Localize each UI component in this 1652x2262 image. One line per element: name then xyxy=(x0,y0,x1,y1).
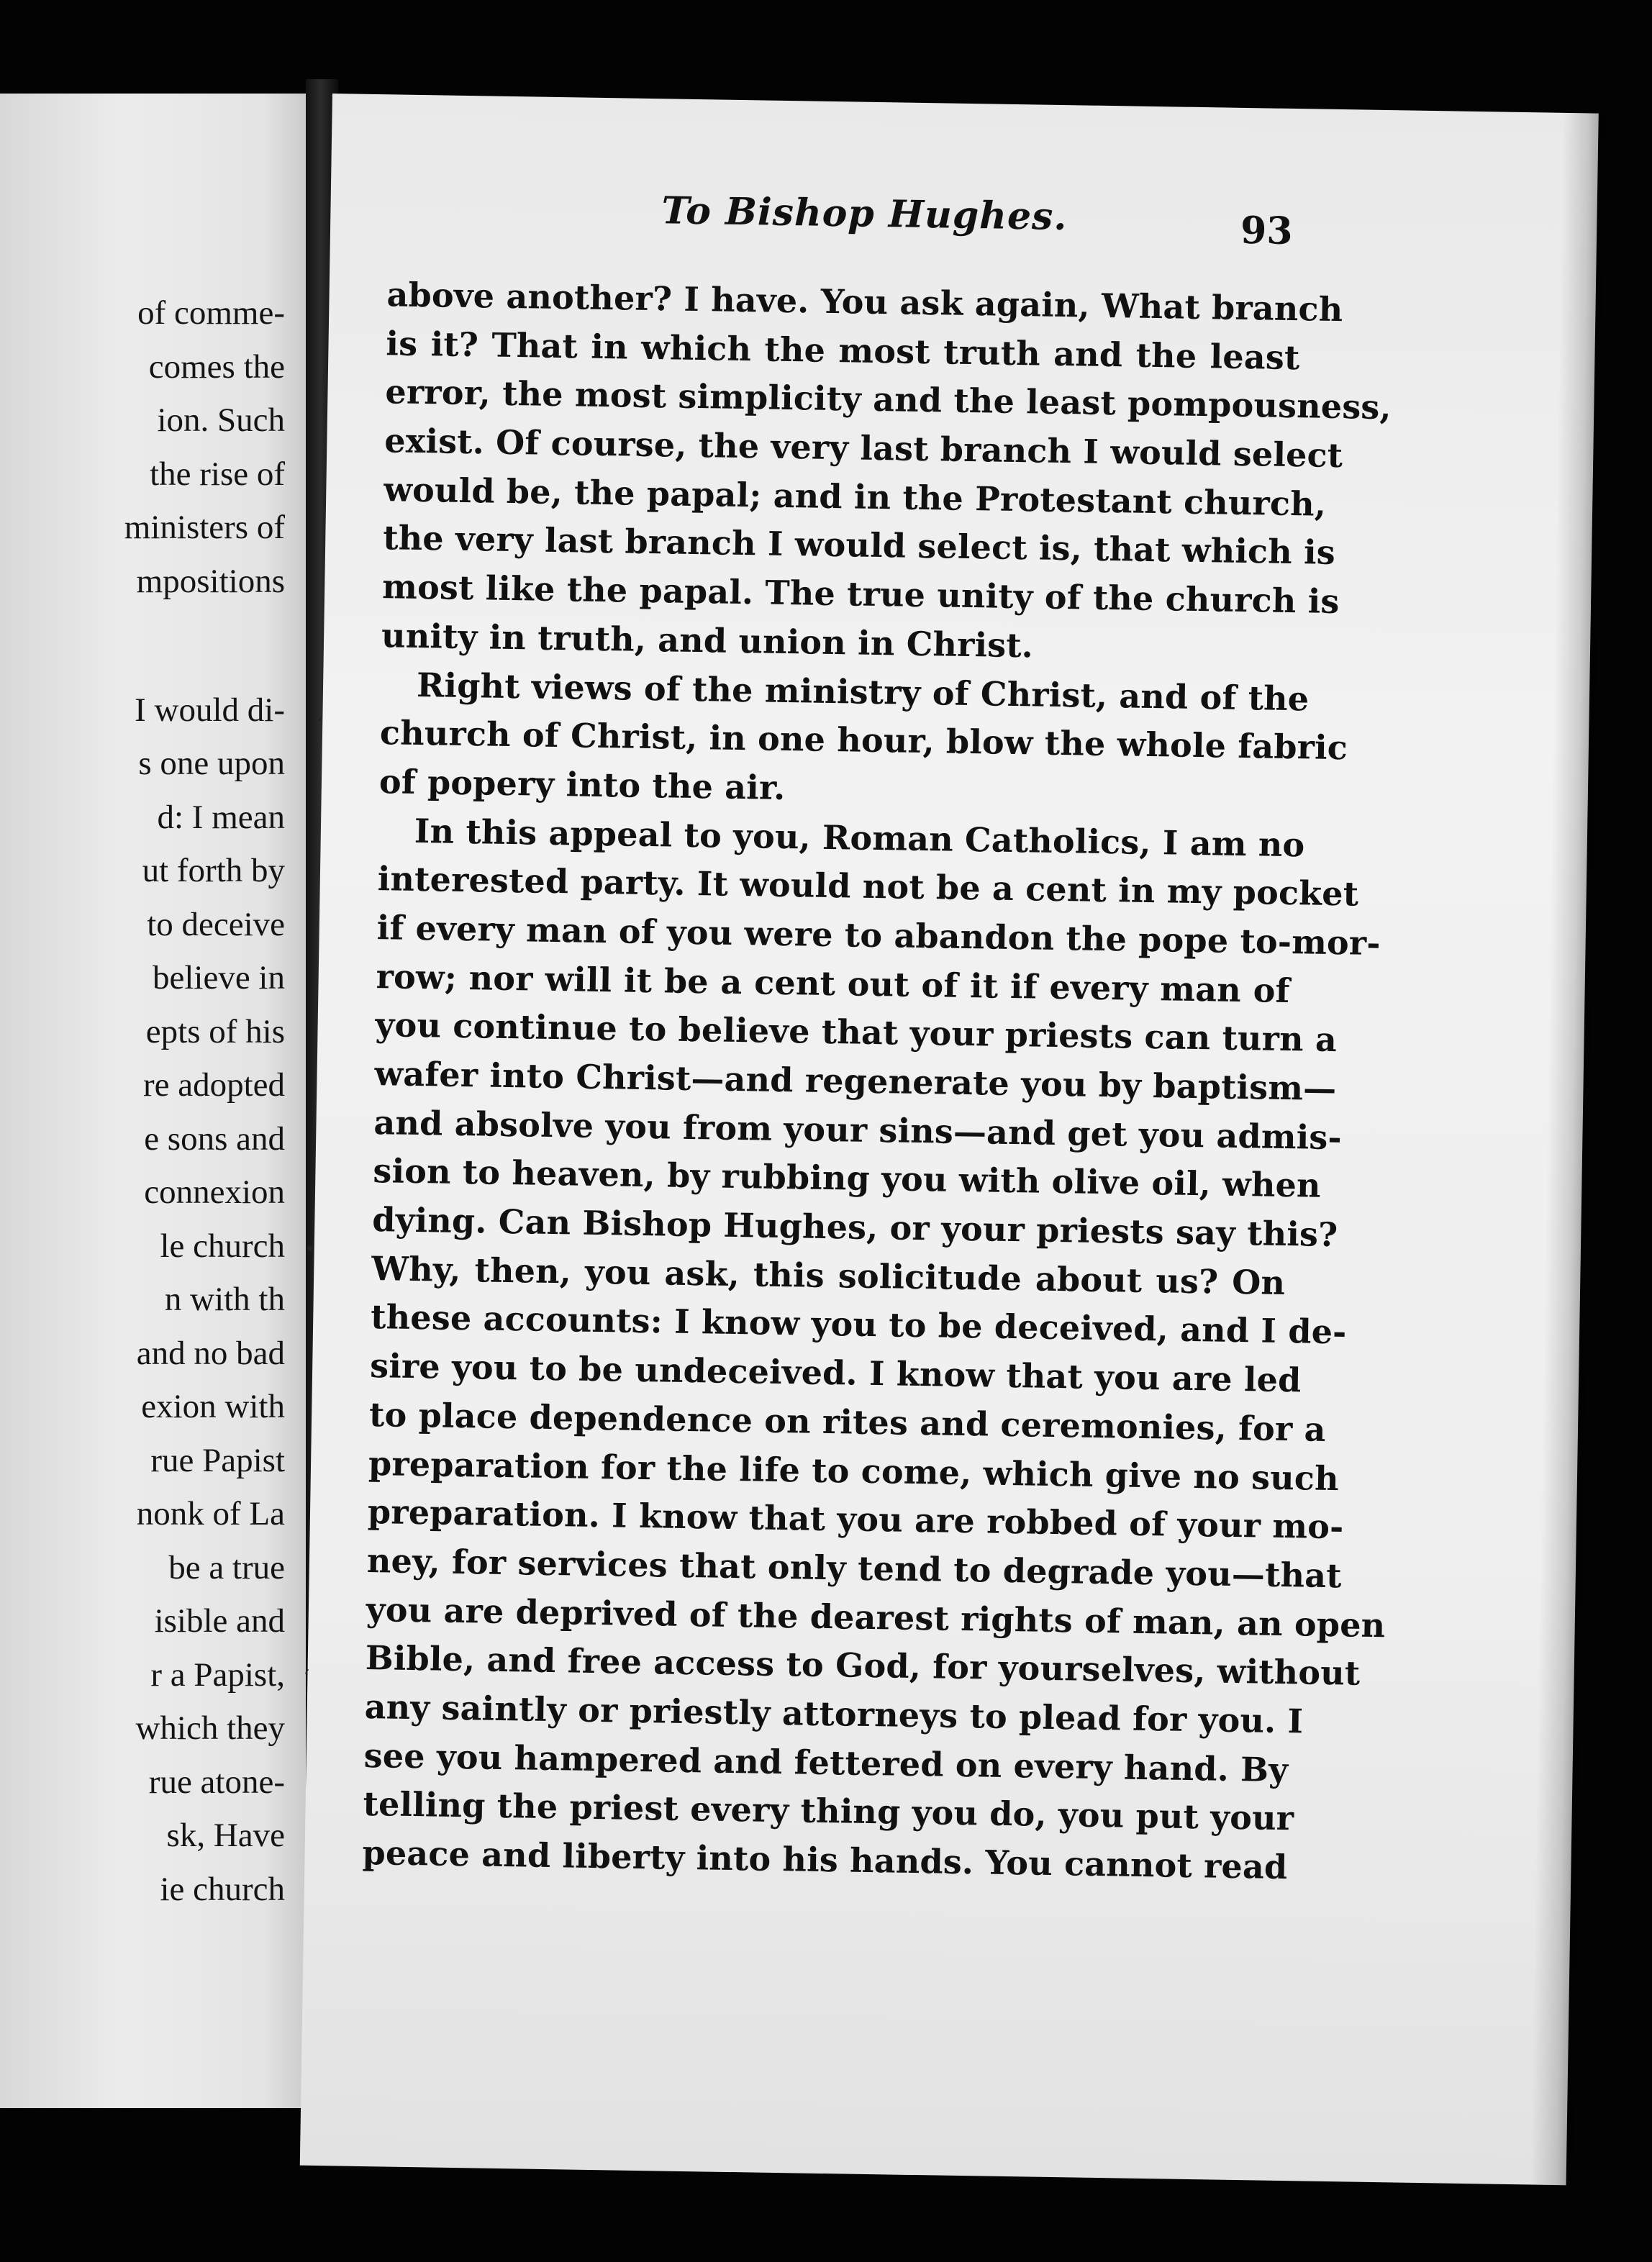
text-line: above another? I have. You ask again, What branch xyxy=(386,275,1343,330)
text-line: and absolve you from your sins—and get you admis- xyxy=(373,1102,1343,1157)
text-line: any saintly or priestly attorneys to plead for you. I xyxy=(364,1686,1304,1741)
text-line: sire you to be undeceived. I know that you are led xyxy=(369,1346,1302,1400)
left-page-line: r a Papist, xyxy=(150,1655,285,1694)
text-line: unity in truth, and union in Christ. xyxy=(381,615,1034,666)
left-page-line: sk, Have xyxy=(166,1817,285,1854)
left-page-line: epts of his xyxy=(145,1012,285,1050)
text-line: ney, for services that only tend to degrade you—that xyxy=(366,1540,1343,1596)
left-page-line: e sons and xyxy=(144,1119,285,1158)
left-page-line: which they xyxy=(135,1709,285,1747)
text-line: peace and liberty into his hands. You cannot read xyxy=(362,1832,1288,1887)
left-page-line: ministers of xyxy=(124,509,285,546)
left-page-line: exion with xyxy=(141,1388,285,1425)
left-page-line: ie church xyxy=(160,1870,285,1908)
text-line: you continue to believe that your priests can turn a xyxy=(375,1005,1338,1060)
text-line: preparation for the life to come, which give no such xyxy=(368,1443,1340,1498)
left-page-line: d: I mean xyxy=(157,798,285,836)
text-line: exist. Of course, the very last branch I would select xyxy=(384,421,1343,476)
left-page-line: rue atone- xyxy=(148,1763,285,1801)
left-facing-page xyxy=(0,94,309,2108)
left-page-line: I would di- xyxy=(135,691,285,729)
text-line: interested party. It would not be a cent in my pocket xyxy=(377,859,1359,914)
left-page-line: re adopted xyxy=(142,1066,285,1104)
text-line: most like the papal. The true unity of the church is xyxy=(381,567,1340,622)
left-page-line: mpositions xyxy=(136,562,285,600)
left-page-line: believe in xyxy=(152,959,285,996)
text-line: preparation. I know that you are robbed of your mo- xyxy=(367,1492,1344,1547)
left-page-line: isible and xyxy=(154,1602,285,1640)
text-line: sion to heaven, by rubbing you with olive oil, when xyxy=(373,1151,1322,1206)
text-line: Bible, and free access to God, for yourselves, without xyxy=(365,1638,1361,1693)
margin-mark: ‘ xyxy=(316,712,324,736)
text-line: these accounts: I know you to be deceived, and I de- xyxy=(370,1297,1347,1352)
text-line: you are deprived of the dearest rights of man, an open xyxy=(366,1589,1386,1645)
text-line: church of Christ, in one hour, blow the whole fabric xyxy=(379,713,1348,768)
left-page-line: s one upon xyxy=(138,745,285,782)
text-line: error, the most simplicity and the least pompousness, xyxy=(385,372,1392,427)
right-page xyxy=(300,94,1599,2185)
left-page-line: be a true xyxy=(168,1548,285,1586)
page-edge-shadow xyxy=(1530,113,1606,2186)
left-page-line: ion. Such xyxy=(157,401,285,439)
text-line: of popery into the air. xyxy=(378,762,786,807)
text-line: would be, the papal; and in the Protestant church, xyxy=(383,469,1327,524)
text-line: dying. Can Bishop Hughes, or your priests say this? xyxy=(371,1200,1338,1255)
text-line: the very last branch I would select is, that which is xyxy=(382,518,1336,573)
left-page-line: nonk of La xyxy=(136,1495,285,1532)
page-number: 93 xyxy=(1240,208,1294,253)
left-page-line: le church xyxy=(160,1227,285,1265)
left-page-line: n with th xyxy=(164,1281,285,1318)
left-page-line: of comme- xyxy=(137,294,285,332)
left-page-line: rue Papist xyxy=(150,1441,285,1479)
text-line: if every man of you were to abandon the pope to-mor- xyxy=(376,908,1381,963)
margin-mark: ‘ xyxy=(303,1665,310,1689)
text-line: to place dependence on rites and ceremonies, for a xyxy=(368,1394,1327,1449)
left-page-line: the rise of xyxy=(150,455,285,493)
text-line: row; nor will it be a cent out of it if every man of xyxy=(376,956,1291,1010)
left-page-line: ut forth by xyxy=(142,852,285,889)
running-head: To Bishop Hughes. xyxy=(661,188,1068,240)
text-line: Why, then, you ask, this solicitude about us? On xyxy=(371,1248,1286,1302)
left-page-line: comes the xyxy=(148,348,285,386)
text-line: Right views of the ministry of Christ, and of the xyxy=(416,665,1310,718)
text-line: telling the priest every thing you do, you put your xyxy=(363,1784,1294,1838)
left-page-line: to deceive xyxy=(147,905,285,943)
body-text xyxy=(362,271,1392,1891)
left-page-line: and no bad xyxy=(136,1334,285,1372)
text-line: wafer into Christ—and regenerate you by baptism— xyxy=(374,1054,1337,1109)
left-page-line: connexion xyxy=(144,1173,285,1211)
text-line: see you hampered and fettered on every hand. By xyxy=(363,1735,1289,1789)
margin-mark: • xyxy=(304,1237,317,1261)
text-line: In this appeal to you, Roman Catholics, I am no xyxy=(414,811,1305,864)
text-line: is it? That in which the most truth and the least xyxy=(386,323,1300,377)
